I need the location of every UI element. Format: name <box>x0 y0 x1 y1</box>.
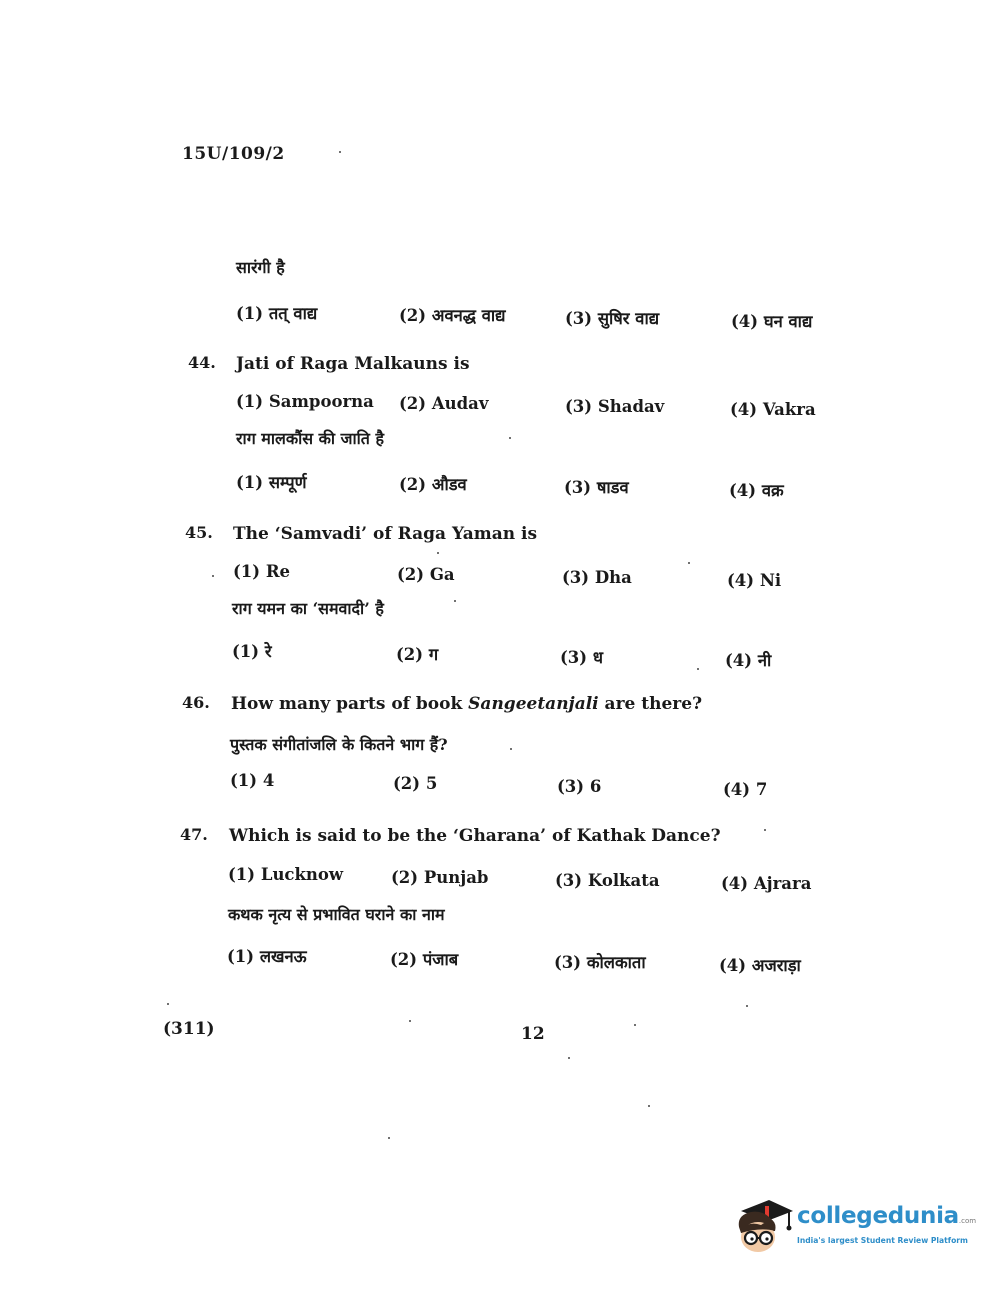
scan-speck <box>388 1137 390 1139</box>
question-number: 47. <box>180 825 208 844</box>
page-number: 12 <box>521 1024 545 1044</box>
option-2: (2) Ga <box>397 565 455 584</box>
option-1: (1) Re <box>233 562 291 581</box>
option-hindi-1: (1) सम्पूर्ण <box>236 473 307 492</box>
question-text: Which is said to be the ‘Gharana’ of Kathak Dance? <box>229 826 721 846</box>
option-hindi-1: (1) रे <box>232 642 272 661</box>
option-4: (4) 7 <box>723 780 768 799</box>
scan-speck <box>454 600 456 602</box>
option-hindi-2: (2) पंजाब <box>390 950 459 969</box>
scan-speck <box>437 552 439 554</box>
scan-speck <box>697 668 699 670</box>
continued-text-hindi: सारंगी है <box>236 258 285 277</box>
footer-code: (311) <box>163 1019 215 1039</box>
question-text-part: How many parts of book <box>231 694 469 714</box>
option-hindi-2: (2) औडव <box>399 475 467 494</box>
scan-speck <box>568 1057 570 1059</box>
scan-speck <box>167 1003 169 1005</box>
question-text: The ‘Samvadi’ of Raga Yaman is <box>233 524 538 544</box>
scan-speck <box>648 1105 650 1107</box>
option-hindi-4: (4) नी <box>725 651 772 670</box>
option-2: (2) Punjab <box>391 868 489 887</box>
scan-speck <box>688 562 690 564</box>
graduate-mascot-icon <box>731 1197 797 1261</box>
option-hindi-3: (3) षाडव <box>564 478 629 497</box>
question-text <box>231 694 702 714</box>
brand-text: collegedunia <box>797 1203 959 1229</box>
option-1: (1) Sampoorna <box>236 392 374 411</box>
question-text-part: are there? <box>598 694 703 714</box>
option-1: (1) Lucknow <box>228 865 344 884</box>
option-3: (3) Shadav <box>565 397 665 416</box>
brand-tagline: India's largest Student Review Platform <box>797 1236 968 1245</box>
option-hindi-4: (4) वक्र <box>729 481 784 500</box>
option-3: (3) सुषिर वाद्य <box>565 309 660 328</box>
option-4: (4) घन वाद्य <box>731 312 813 331</box>
scan-speck <box>339 151 341 153</box>
book-title: Sangeetanjali <box>468 694 599 714</box>
scan-speck <box>634 1024 636 1026</box>
option-3: (3) Dha <box>562 568 632 587</box>
scan-speck <box>509 437 511 439</box>
option-hindi-3: (3) ध <box>560 648 603 667</box>
collegedunia-watermark <box>731 1197 977 1267</box>
option-2: (2) अवनद्ध वाद्य <box>399 306 506 325</box>
option-1: (1) 4 <box>230 771 275 790</box>
option-hindi-4: (4) अजराड़ा <box>719 956 801 975</box>
question-text: Jati of Raga Malkauns is <box>236 354 470 374</box>
option-2: (2) Audav <box>399 394 489 413</box>
option-hindi-2: (2) ग <box>396 645 439 664</box>
option-4: (4) Vakra <box>730 400 816 419</box>
question-text-hindi: राग मालकौंस की जाति है <box>236 429 384 448</box>
question-text-hindi: कथक नृत्य से प्रभावित घराने का नाम <box>228 905 445 924</box>
question-number: 45. <box>185 523 213 542</box>
question-number: 44. <box>188 353 216 372</box>
option-1: (1) तत् वाद्य <box>236 304 318 323</box>
question-text-hindi: राग यमन का ‘समवादी’ है <box>232 599 384 618</box>
scan-speck <box>764 829 766 831</box>
option-3: (3) 6 <box>557 777 602 796</box>
option-4: (4) Ni <box>727 571 782 590</box>
brand-suffix: .com <box>958 1217 977 1225</box>
scan-speck <box>212 575 214 577</box>
brand-name <box>797 1203 976 1229</box>
scan-speck <box>746 1005 748 1007</box>
option-2: (2) 5 <box>393 774 438 793</box>
scan-speck <box>510 748 512 750</box>
question-number: 46. <box>182 693 210 712</box>
option-4: (4) Ajrara <box>721 874 812 893</box>
question-text-hindi: पुस्तक संगीतांजलि के कितने भाग हैं? <box>230 735 448 754</box>
option-3: (3) Kolkata <box>555 871 660 890</box>
scan-speck <box>409 1020 411 1022</box>
option-hindi-1: (1) लखनऊ <box>227 947 307 966</box>
option-hindi-3: (3) कोलकाता <box>554 953 646 972</box>
paper-code: 15U/109/2 <box>182 144 285 164</box>
